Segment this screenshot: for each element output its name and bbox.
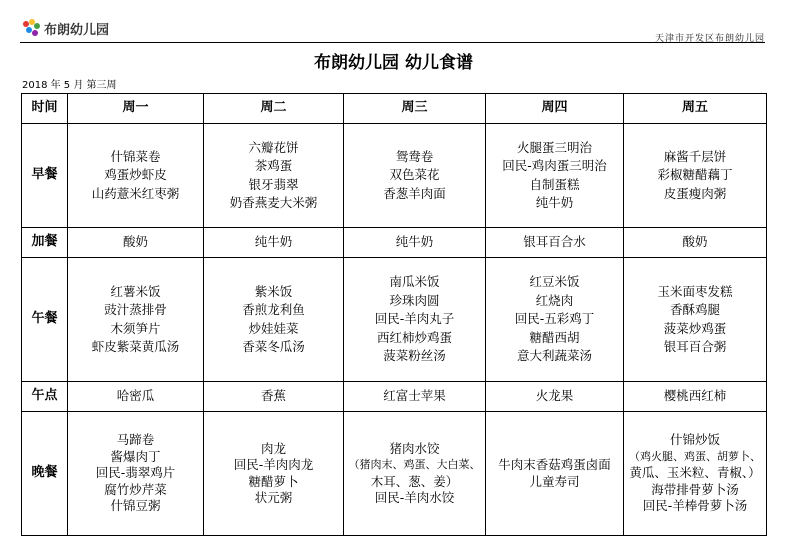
menu-item: 腐竹炒芹菜: [104, 481, 167, 497]
menu-item: 状元粥: [254, 490, 293, 505]
menu-item: 银牙翡翠: [248, 176, 299, 192]
menu-cell: [624, 124, 767, 228]
menu-item: 香菜冬瓜汤: [242, 339, 305, 354]
menu-item: 豉汁蒸排骨: [104, 302, 167, 317]
menu-item: 山药薏米红枣粥: [91, 185, 180, 201]
table-row-lunch: [22, 258, 767, 382]
menu-item: 回民-羊棒骨萝卜汤: [642, 498, 748, 514]
menu-item: 麻酱千层饼: [663, 148, 727, 164]
menu-item: 菠菜粉丝汤: [383, 348, 446, 364]
menu-item: 木须笋片: [110, 320, 161, 336]
menu-item: 回民-鸡肉蛋三明治: [502, 158, 607, 173]
menu-item: 南瓜米饭: [389, 274, 440, 290]
menu-item: 什锦炒饭: [669, 432, 720, 448]
menu-item: 牛肉末香菇鸡蛋卤面: [498, 457, 611, 472]
menu-cell: [204, 258, 344, 382]
menu-item: 彩椒糖醋藕丁: [657, 167, 733, 183]
menu-cell: [486, 382, 624, 412]
menu-cell: [486, 412, 624, 536]
menu-cell: [344, 124, 486, 228]
menu-cell: [486, 124, 624, 228]
menu-item: 回民-羊肉水饺: [374, 490, 455, 505]
menu-table: [21, 93, 767, 536]
menu-item: 银耳百合水: [523, 234, 586, 250]
menu-item: 猪肉水饺: [389, 440, 440, 456]
menu-item: 酸奶: [122, 234, 148, 250]
menu-item: 什锦豆粥: [110, 498, 161, 514]
menu-item: 茶鸡蛋: [254, 158, 293, 173]
menu-cell: [68, 124, 204, 228]
menu-item: 鸡蛋炒虾皮: [104, 167, 167, 183]
menu-item: 哈密瓜: [116, 388, 155, 404]
menu-cell: [68, 412, 204, 536]
menu-item: 回民-羊肉肉龙: [233, 457, 314, 472]
row-label: 午餐: [22, 258, 68, 382]
menu-item: 回民-翡翠鸡片: [95, 465, 176, 481]
menu-item: 红富士苹果: [383, 388, 446, 404]
menu-item: 纯牛奶: [535, 195, 574, 210]
column-header: 周四: [486, 94, 624, 124]
menu-item: 火腿蛋三明治: [516, 139, 592, 155]
menu-item: 肉龙: [260, 440, 286, 456]
menu-item: 鸳鸯卷: [395, 148, 434, 164]
menu-item: 香酥鸡腿: [669, 302, 720, 317]
menu-item: 纯牛奶: [395, 234, 434, 250]
column-header: 周一: [68, 94, 204, 124]
menu-item: （鸡火腿、鸡蛋、胡萝卜、: [629, 449, 761, 463]
menu-item: 香葱羊肉面: [383, 185, 446, 201]
menu-item: 火龙果: [535, 388, 574, 404]
menu-cell: [204, 412, 344, 536]
menu-cell: [486, 258, 624, 382]
column-header: 周五: [624, 94, 767, 124]
menu-cell: [204, 228, 344, 258]
logo-text: 布朗幼儿园: [44, 22, 110, 38]
logo: [20, 14, 109, 42]
menu-item: 红薯米饭: [110, 283, 161, 299]
menu-item: 红豆米饭: [529, 274, 580, 290]
menu-item: 黄瓜、玉米粒、青椒、）: [629, 465, 761, 481]
menu-cell: [344, 382, 486, 412]
menu-cell: [624, 382, 767, 412]
menu-item: 回民-五彩鸡丁: [514, 311, 595, 327]
menu-item: 红烧肉: [535, 292, 574, 308]
column-header: 周三: [344, 94, 486, 124]
menu-item: 珍珠肉圆: [389, 292, 440, 308]
menu-cell: [204, 382, 344, 412]
menu-item: 海带排骨萝卜汤: [651, 481, 739, 497]
menu-item: 儿童寿司: [529, 473, 580, 489]
menu-item: 纯牛奶: [254, 234, 293, 250]
menu-cell: [344, 228, 486, 258]
menu-item: 自制蛋糕: [529, 176, 580, 192]
menu-item: 奶香燕麦大米粥: [229, 195, 318, 210]
table-row-afternoon-snack: [22, 382, 767, 412]
menu-item: 炒娃娃菜: [248, 320, 299, 336]
menu-item: 木耳、葱、姜）: [370, 473, 459, 489]
table-header-row: [22, 94, 767, 124]
menu-cell: [344, 258, 486, 382]
menu-cell: [68, 258, 204, 382]
menu-item: 什锦菜卷: [110, 148, 161, 164]
menu-item: 香煎龙利鱼: [242, 302, 305, 317]
menu-cell: [68, 382, 204, 412]
menu-cell: [204, 124, 344, 228]
column-header: 时间: [22, 94, 68, 124]
menu-item: 玉米面枣发糕: [657, 283, 733, 299]
menu-item: 樱桃西红柿: [663, 388, 727, 404]
menu-item: 酱爆肉丁: [110, 448, 161, 464]
menu-item: 糖醋西胡: [529, 329, 580, 345]
row-label: 加餐: [22, 228, 68, 258]
week-subtitle: 2018 年 5 月 第三周: [22, 80, 117, 91]
menu-item: 回民-羊肉丸子: [374, 311, 455, 327]
row-label: 晚餐: [22, 412, 68, 536]
table-row-breakfast: [22, 124, 767, 228]
menu-cell: [344, 412, 486, 536]
menu-item: （猪肉末、鸡蛋、大白菜、: [348, 458, 481, 471]
header-organization: 天津市开发区布朗幼儿园: [654, 34, 765, 44]
table-row-dinner: [22, 412, 767, 536]
row-label: 午点: [22, 382, 68, 412]
menu-item: 意大利蔬菜汤: [516, 348, 592, 364]
header-divider: [20, 42, 765, 43]
menu-cell: [68, 228, 204, 258]
logo-icon: [20, 17, 42, 39]
menu-item: 香蕉: [260, 388, 286, 404]
table-row-snack: [22, 228, 767, 258]
menu-item: 紫米饭: [254, 283, 293, 299]
menu-item: 六瓣花饼: [248, 139, 299, 155]
page-title: 布朗幼儿园 幼儿食谱: [314, 53, 473, 73]
menu-cell: [624, 228, 767, 258]
row-label: 早餐: [22, 124, 68, 228]
menu-item: 虾皮紫菜黄瓜汤: [91, 339, 180, 354]
menu-item: 银耳百合粥: [663, 339, 727, 354]
menu-item: 酸奶: [682, 234, 708, 250]
menu-cell: [624, 258, 767, 382]
menu-item: 皮蛋瘦肉粥: [663, 185, 727, 201]
menu-cell: [624, 412, 767, 536]
menu-item: 双色菜花: [389, 167, 440, 183]
column-header: 周二: [204, 94, 344, 124]
menu-item: 马蹄卷: [116, 432, 155, 448]
menu-item: 西红柿炒鸡蛋: [376, 329, 452, 345]
menu-cell: [486, 228, 624, 258]
menu-item: 糖醋萝卜: [248, 473, 299, 489]
menu-item: 菠菜炒鸡蛋: [663, 320, 727, 336]
